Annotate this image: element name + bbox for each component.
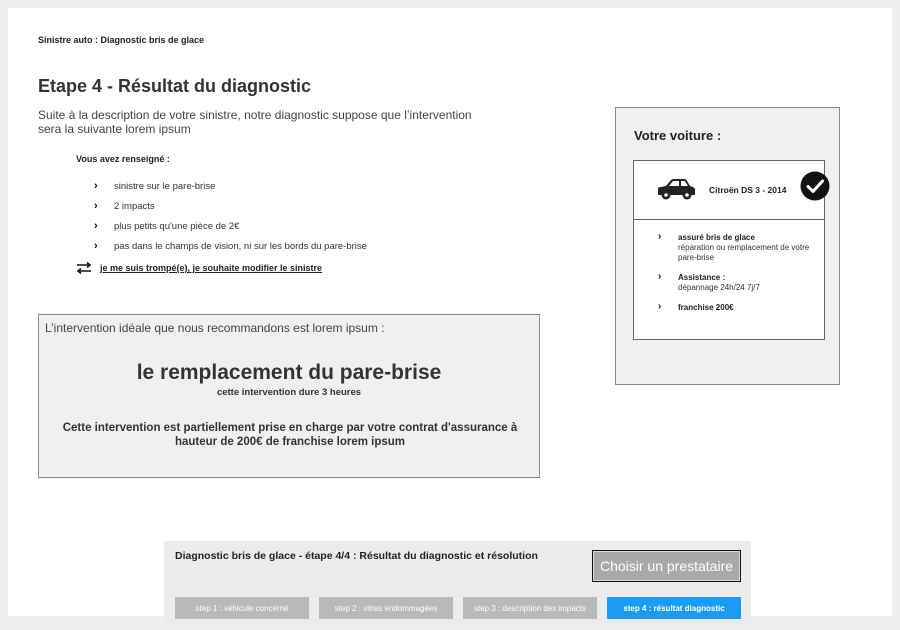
feature-title: assuré bris de glace (678, 233, 755, 242)
page-title-prefix: Etape 4 - (38, 76, 119, 96)
list-item-text: pas dans le champs de vision, ni sur les bords du pare-brise (114, 240, 367, 252)
car-card[interactable] (633, 160, 825, 340)
list-item-text: plus petits qu'une pièce de 2€ (114, 220, 240, 232)
step-tab-4[interactable]: step 4 : résultat diagnostic (607, 597, 741, 619)
filled-label: Vous avez renseigné : (76, 154, 170, 164)
chevron-right-icon: › (658, 301, 662, 312)
car-icon (655, 175, 697, 203)
list-item (658, 273, 818, 293)
recommendation-title: le remplacement du pare-brise (136, 361, 442, 384)
list-item (658, 233, 818, 263)
recommendation-duration: cette intervention dure 3 heures (216, 387, 362, 398)
chevron-right-icon: › (94, 180, 98, 192)
swap-arrows-icon (76, 262, 92, 274)
footer-title: Diagnostic bris de glace - étape 4/4 : Résultat du diagnostic et résolution (175, 550, 538, 562)
car-name: Citroën DS 3 - 2014 (709, 185, 787, 195)
chevron-right-icon: › (94, 220, 98, 232)
feature-title: Assistance : (678, 273, 726, 282)
step-tab-1[interactable]: step 1 : véhicule concerné (175, 597, 309, 619)
chevron-right-icon: › (658, 231, 662, 242)
car-panel-title: Votre voiture : (634, 128, 722, 143)
list-item (94, 196, 367, 216)
footer-bar (164, 541, 751, 624)
chevron-right-icon: › (94, 240, 98, 252)
chevron-right-icon: › (658, 271, 662, 282)
list-item (658, 303, 818, 313)
recommendation-intro: L’intervention idéale que nous recommandons est lorem ipsum : (45, 321, 385, 335)
feature-desc: dépannage 24h/24 7j/7 (678, 283, 760, 292)
list-item-text: sinistre sur le pare-brise (114, 180, 216, 192)
modify-sinistre-link[interactable] (76, 262, 322, 274)
recommendation-coverage: Cette intervention est partiellement prise en charge par votre contrat d'assurance à hauteur de 200€ de franchise lorem ipsum (62, 422, 518, 448)
car-features (658, 233, 818, 323)
list-item (94, 236, 367, 256)
list-item-text: 2 impacts (114, 200, 155, 212)
check-circle-icon (800, 171, 830, 201)
list-item (94, 216, 367, 236)
car-panel (615, 107, 840, 385)
list-item (94, 176, 367, 196)
car-card-header (634, 161, 824, 220)
filled-list (94, 176, 367, 256)
chevron-right-icon: › (94, 200, 98, 212)
feature-title: franchise 200€ (678, 303, 734, 312)
page-title (38, 76, 311, 97)
intro-text: Suite à la description de votre sinistre, notre diagnostic suppose que l’intervention sera la suivante lorem ipsum (38, 108, 472, 136)
feature-desc: réparation ou remplacement de votre pare-brise (678, 243, 810, 262)
page-title-main: Résultat du diagnostic (118, 76, 312, 96)
step-tabs (175, 597, 751, 619)
breadcrumb: Sinistre auto : Diagnostic bris de glace (38, 35, 205, 45)
page (8, 8, 892, 616)
modify-link-label: je me suis trompé(e), je souhaite modifier le sinistre (100, 263, 323, 273)
step-tab-3[interactable]: step 3 : description des impacts (463, 597, 597, 619)
choose-provider-button[interactable]: Choisir un prestataire (592, 550, 741, 582)
step-tab-2[interactable]: step 2 : vitres endommagées (319, 597, 453, 619)
recommendation-box (38, 314, 540, 478)
